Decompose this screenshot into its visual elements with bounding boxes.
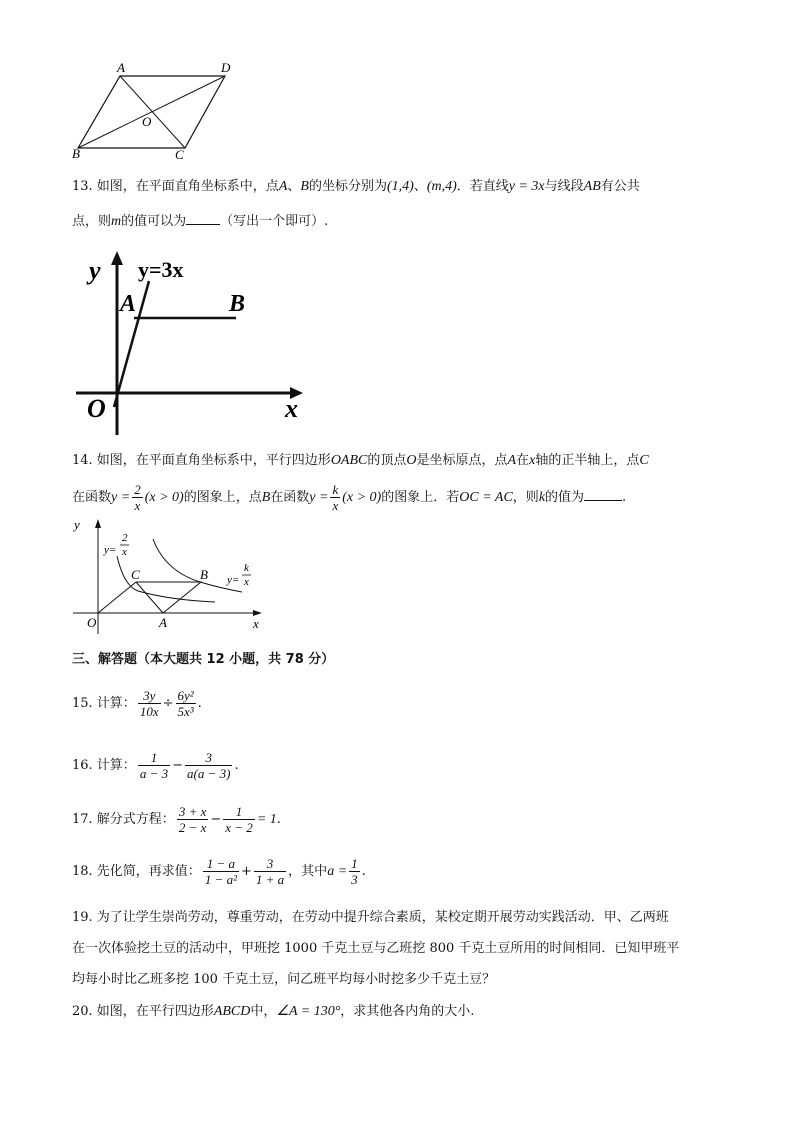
label-frac-num-1: 2 — [122, 532, 128, 544]
fraction: $\frac{1}{a - 3}$ — [139, 750, 169, 781]
q20: 20. 如图，在平行四边形ABCD中，∠A = 130°，求其他各内角的大小. — [72, 1004, 475, 1019]
fraction: $\frac{1}{x - 2}$ — [225, 804, 253, 835]
label-y: y — [89, 256, 101, 285]
fraction: $\frac{3 + x}{2 - x}$ — [178, 804, 207, 835]
label-x: x — [253, 616, 259, 631]
label-c: C — [131, 567, 140, 582]
q14-graph — [70, 516, 270, 634]
q19-line1: 19. 为了让学生崇尚劳动，尊重劳动，在劳动中提升综合素质，某校定期开展劳动实践活动．甲、乙两班 — [72, 910, 669, 925]
fraction: $\frac{1}{3}$ — [351, 856, 358, 887]
segment-ca — [136, 582, 163, 613]
fraction: $\frac{3}{a(a - 3)}$ — [187, 750, 231, 781]
label-d: D — [221, 60, 231, 75]
label-o: O — [87, 394, 106, 423]
fraction: $\frac{1 - a}{\text{1 − a²}}$ — [204, 856, 237, 887]
label-b: B — [200, 567, 208, 582]
fraction: $\frac{3y}{10x}$ — [139, 688, 159, 719]
y-axis-arrow — [111, 251, 123, 265]
label-frac-num-2: k — [244, 562, 249, 574]
fraction: $\frac{3}{1 + a}$ — [255, 856, 285, 887]
q13-line1: 13. 如图，在平面直角坐标系中，点A、B的坐标分别为(1,4)、(m,4)．若直线y = 3x与线段AB有公共 — [72, 179, 640, 194]
label-a: A — [117, 60, 125, 75]
answer-blank[interactable] — [186, 224, 220, 225]
fraction: $\frac{k}{x}$ — [332, 482, 339, 513]
label-eq: y=3x — [138, 257, 184, 282]
q14-line2: 在函数y = $\frac{2}{x}$ (x > 0)的图象上，点B在函数y = $\frac{k}{x}$ (x > 0)的图象上．若OC = AC，则k的值为 . — [72, 482, 627, 513]
label-b: B — [229, 291, 246, 317]
q15: 15. 计算： $\frac{3y}{10x}$ ÷ $\frac{\text{6y²}}{\text{5x³}}$ . — [72, 688, 202, 719]
parallelogram-figure — [65, 60, 245, 165]
label-a: A — [159, 615, 167, 630]
diagonal-bd — [78, 76, 225, 148]
section-heading: 三、解答题（本大题共 12 小题，共 78 分） — [72, 652, 335, 667]
label-frac-den-2: x — [244, 576, 249, 588]
q17: 17. 解分式方程： $\frac{3 + x}{2 - x}$ − $\frac{1}{x - 2}$ = 1. — [72, 804, 281, 835]
q14-line1: 14. 如图，在平面直角坐标系中，平行四边形OABC的顶点O是坐标原点，点A在x轴的正半轴上，点C — [72, 453, 649, 468]
q13-line2: 点，则m的值可以为 （写出一个即可）. — [72, 214, 329, 229]
label-x: x — [285, 394, 298, 423]
label-y-eq-1: y= — [104, 544, 117, 556]
q19-line3: 均每小时比乙班多挖 100 千克土豆，问乙班平均每小时挖多少千克土豆？ — [72, 972, 496, 987]
q19-line2: 在一次体验挖土豆的活动中，甲班挖 1000 千克土豆与乙班挖 800 千克土豆所用的时间相同．已知甲班平 — [72, 941, 680, 956]
label-b: B — [72, 146, 80, 161]
fraction: $\frac{2}{x}$ — [134, 482, 141, 513]
label-y: y — [74, 517, 80, 532]
q13-graph — [70, 245, 310, 440]
answer-blank[interactable] — [584, 500, 622, 501]
fraction: $\frac{\text{6y²}}{\text{5x³}}$ — [177, 688, 194, 719]
label-a: A — [120, 291, 137, 317]
y-axis-arrow — [95, 519, 101, 528]
q18: 18. 先化简，再求值： $\frac{1 - a}{\text{1 − a²}}$ + $\frac{3}{1 + a}$ ，其中a = $\frac{1}{3}$ . — [72, 856, 366, 887]
label-o: O — [142, 114, 152, 129]
label-y-eq-2: y= — [227, 574, 240, 586]
label-c: C — [175, 147, 184, 162]
q16: 16. 计算： $\frac{1}{a - 3}$ − $\frac{3}{a(a - 3)}$ . — [72, 750, 239, 781]
label-o: O — [87, 615, 97, 630]
label-frac-den-1: x — [122, 546, 127, 558]
